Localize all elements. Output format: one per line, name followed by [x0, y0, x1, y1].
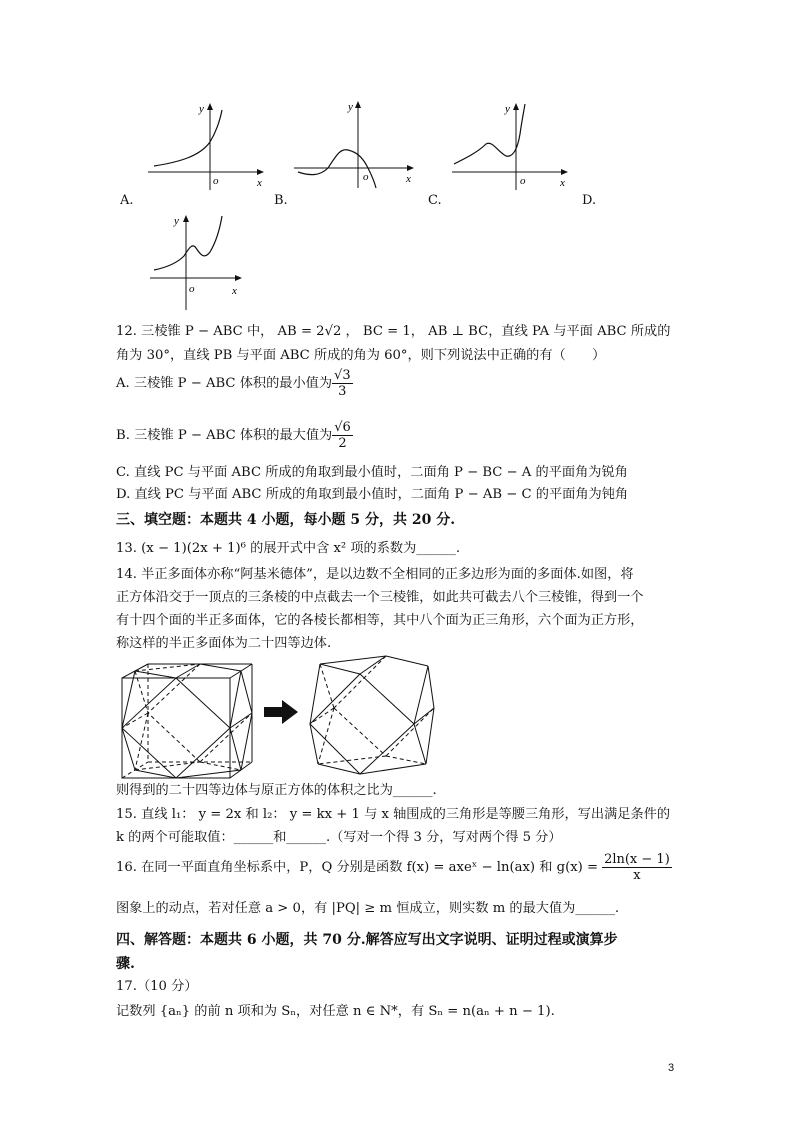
- right-arrow-icon: [264, 700, 298, 724]
- fraction: [332, 420, 353, 451]
- q16-line1: [116, 852, 672, 883]
- section3-heading: 三、填空题：本题共 4 小题，每小题 5 分，共 20 分.: [116, 512, 456, 528]
- option-c-label: C.: [428, 193, 442, 208]
- graph-option-d: [148, 212, 248, 312]
- q12-option-b-text: B. 三棱锥 P − ABC 体积的最大值为: [116, 427, 333, 443]
- q12-line1: 12. 三棱锥 P − ABC 中， AB = 2√2 ， BC = 1， AB ⊥ BC，直线 PA 与平面 ABC 所成的: [116, 324, 671, 339]
- origin-label: o: [363, 171, 369, 183]
- x-axis-label: x: [406, 173, 411, 185]
- q14-line1: 14. 半正多面体亦称“阿基米德体”，是以边数不全相同的正多边形为面的多面体.如图，将: [116, 567, 634, 582]
- option-b-label: B.: [274, 193, 288, 208]
- q12-option-b: [116, 420, 353, 451]
- q16-line2: 图象上的动点，若对任意 a > 0，有 |PQ| ≥ m 恒成立，则实数 m 的最大值为______.: [116, 901, 620, 916]
- fraction-numerator: √6: [334, 420, 351, 435]
- x-axis-label: x: [560, 177, 565, 189]
- origin-label: o: [213, 175, 219, 187]
- q13-text: 13. (x − 1)(2x + 1)⁶ 的展开式中含 x² 项的系数为______.: [116, 541, 461, 556]
- graph-option-b: [290, 98, 420, 190]
- graph-option-c: [448, 100, 574, 192]
- q14-line4: 称这样的半正多面体为二十四等边体.: [116, 636, 332, 651]
- fraction-denominator: 3: [338, 384, 347, 399]
- x-axis-label: x: [257, 177, 262, 189]
- section4-heading-continued: 骤.: [116, 956, 135, 972]
- fraction-denominator: x: [633, 868, 641, 883]
- y-axis-label: y: [199, 103, 204, 115]
- fraction: [332, 368, 353, 399]
- y-axis-label: y: [174, 215, 179, 227]
- fraction-numerator: √3: [334, 368, 351, 383]
- x-axis-label: x: [232, 285, 237, 297]
- page-number: 3: [668, 1062, 675, 1074]
- fraction-numerator: 2ln(x − 1): [604, 852, 670, 867]
- y-axis-label: y: [348, 101, 353, 113]
- q12-line2: 角为 30°，直线 PB 与平面 ABC 所成的角为 60°，则下列说法中正确的有（ ）: [116, 348, 606, 363]
- q12-option-c: C. 直线 PC 与平面 ABC 所成的角取到最小值时，二面角 P − BC − A 的平面角为锐角: [116, 465, 628, 480]
- graph-option-a: [140, 100, 270, 192]
- origin-label: o: [189, 283, 195, 295]
- q15-line2: k 的两个可能取值：______和______.（写对一个得 3 分，写对两个得 5 分）: [116, 830, 562, 845]
- q14-line3: 有十四个面的半正多面体，它的各棱长都相等，其中八个面为正三角形，六个面为正方形，: [116, 613, 644, 628]
- cube-figure: [118, 660, 258, 782]
- q12-option-a-text: A. 三棱锥 P − ABC 体积的最小值为: [116, 375, 333, 391]
- origin-label: o: [520, 175, 526, 187]
- q14-line5: 则得到的二十四等边体与原正方体的体积之比为______.: [116, 783, 437, 798]
- cuboctahedron-figure: [306, 652, 436, 780]
- q17-text: 记数列 {aₙ} 的前 n 项和为 Sₙ，对任意 n ∈ N*，有 Sₙ = n(aₙ + n − 1).: [116, 1004, 555, 1019]
- q14-line2: 正方体沿交于一顶点的三条棱的中点截去一个三棱锥，如此共可截去八个三棱锥，得到一个: [116, 590, 644, 605]
- q12-option-a: [116, 368, 353, 399]
- q17-title: 17.（10 分）: [116, 979, 198, 994]
- option-d-label: D.: [582, 193, 597, 208]
- option-a-label: A.: [120, 193, 134, 208]
- section4-heading: 四、解答题：本题共 6 小题，共 70 分.解答应写出文字说明、证明过程或演算步: [116, 932, 618, 948]
- fraction-denominator: 2: [338, 436, 347, 451]
- q15-line1: 15. 直线 l₁： y = 2x 和 l₂： y = kx + 1 与 x 轴围成的三角形是等腰三角形，写出满足条件的: [116, 807, 671, 822]
- fraction: [602, 852, 672, 883]
- q16-line1-text: 16. 在同一平面直角坐标系中，P，Q 分别是函数 f(x) = axeˣ − ln(ax) 和 g(x) =: [116, 859, 599, 875]
- q12-option-d: D. 直线 PC 与平面 ABC 所成的角取到最小值时，二面角 P − AB − C 的平面角为钝角: [116, 487, 629, 502]
- y-axis-label: y: [505, 103, 510, 115]
